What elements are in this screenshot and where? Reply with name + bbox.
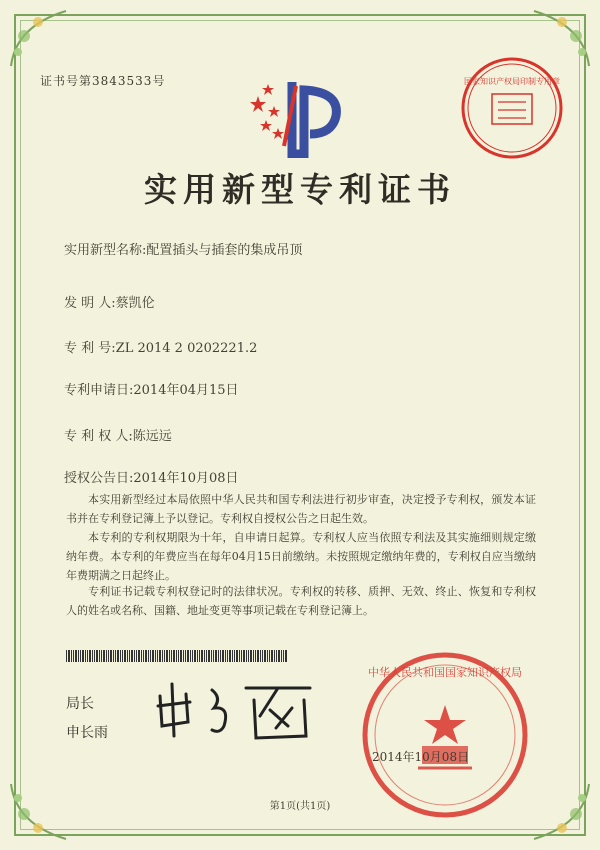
- barcode-icon: [66, 650, 288, 662]
- director-name: 申长雨: [66, 725, 108, 741]
- field-value: ZL 2014 2 0202221.2: [115, 341, 258, 356]
- page-number: 第1页(共1页): [269, 801, 331, 812]
- field-label: 专利申请日:: [64, 383, 134, 398]
- field-label: 专 利 权 人:: [64, 429, 133, 444]
- page-title: 实用新型专利证书: [144, 170, 456, 209]
- field-value: 2014年10月08日: [133, 471, 239, 486]
- body-paragraph: 专利证书记载专利权登记时的法律状况。专利权的转移、质押、无效、终止、恢复和专利权人的姓名或名称、国籍、地址变更等事项记载在专利登记簿上。: [66, 585, 536, 617]
- director-signature-icon: [150, 676, 320, 746]
- utility-model-name-field: [64, 239, 302, 258]
- official-seal-icon: [458, 54, 566, 162]
- field-value: 2014年04月15日: [133, 383, 239, 398]
- grant-date-field: [64, 467, 239, 486]
- seal-date: 2014年10月08日: [372, 750, 470, 764]
- field-label: 发 明 人:: [64, 296, 116, 311]
- field-value: 陈远远: [132, 429, 172, 444]
- field-value: 配置插头与插套的集成吊顶: [146, 243, 303, 258]
- floral-corner-icon: [6, 6, 76, 76]
- field-label: 授权公告日:: [64, 471, 134, 486]
- body-paragraph: 本实用新型经过本局依照中华人民共和国专利法进行初步审查，决定授予专利权，颁发本证书并在专利登记簿上予以登记。专利权自授权公告之日起生效。: [66, 493, 536, 525]
- field-value: 蔡凯伦: [115, 296, 155, 311]
- national-ip-seal-icon: [360, 650, 530, 820]
- certificate-number: 证书号第3843533号: [40, 74, 166, 88]
- field-label: 实用新型名称:: [64, 243, 147, 258]
- sipo-logo-icon: [244, 76, 354, 158]
- filing-date-field: [64, 379, 239, 398]
- patent-number-field: [64, 337, 257, 356]
- seal-text: 中华人民共和国国家知识产权局: [368, 666, 522, 679]
- seal-text: 国家知识产权局印制专用章: [464, 77, 560, 86]
- director-title: 局长: [66, 696, 94, 712]
- field-label: 专 利 号:: [64, 341, 116, 356]
- body-paragraph: 本专利的专利权期限为十年，自申请日起算。专利权人应当依照专利法及其实施细则规定缴纳年费。本专利的年费应当在每年04月15日前缴纳。未按照规定缴纳年费的，专利权自应当缴纳年费期满之日起终止。: [66, 531, 536, 582]
- inventor-field: [64, 292, 155, 311]
- patentee-field: [64, 425, 172, 444]
